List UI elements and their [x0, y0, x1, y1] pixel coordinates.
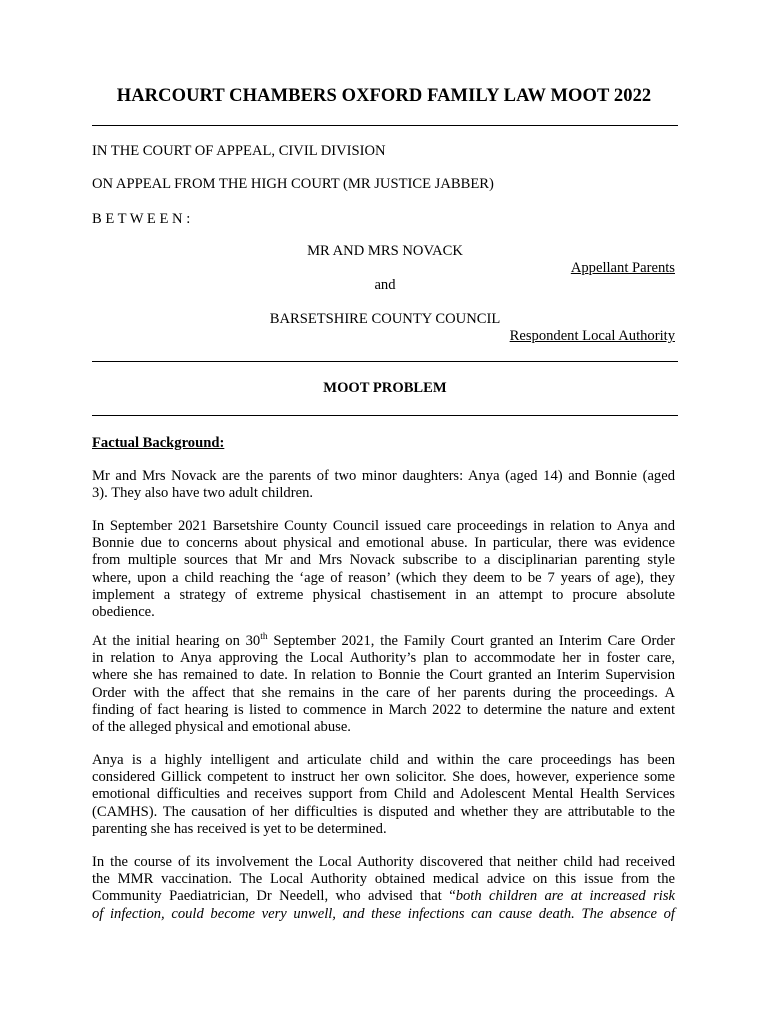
paragraph-2-line: obedience.	[92, 604, 155, 621]
paragraph-5-line: of infection, could become very unwell, and these infections can cause death. The absence of	[92, 905, 675, 922]
paragraph-3-line: finding of fact hearing is listed to commence in March 2022 to determine the nature and extent	[92, 701, 675, 718]
paragraph-3-line: of the alleged physical and emotional abuse.	[92, 719, 351, 736]
respondent-role-text: Respondent Local Authority	[509, 328, 675, 344]
paragraph-1-line: Mr and Mrs Novack are the parents of two minor daughters: Anya (aged 14) and Bonnie (aged	[92, 468, 675, 484]
paragraph-3-line: where she has remained to date. In relation to Bonnie the Court granted an Interim Supervision	[92, 667, 675, 684]
hearing-date-text: At the initial hearing on 30	[92, 633, 261, 649]
paragraph-2	[92, 518, 675, 621]
paragraph-4-line: parenting she has received is yet to be determined.	[92, 820, 387, 837]
paragraph-5-line: the MMR vaccination. The Local Authority obtained medical advice on this issue from the	[92, 871, 675, 888]
paragraph-4	[92, 752, 675, 838]
between-label: B E T W E E N :	[92, 211, 191, 227]
paragraph-4-line: emotional difficulties and receives support from Child and Adolescent Mental Health Services	[92, 786, 675, 803]
paragraph-1	[92, 468, 675, 502]
moot-heading: MOOT PROBLEM	[323, 380, 447, 396]
respondent-name: BARSETSHIRE COUNTY COUNCIL	[269, 311, 501, 327]
quoted-advice: both children are at increased risk	[455, 888, 675, 905]
paragraph-4-line: considered Gillick competent to instruct her own solicitor. She does, however, experience some	[92, 769, 675, 786]
court-name: IN THE COURT OF APPEAL, CIVIL DIVISION	[92, 143, 386, 159]
paragraph-3-line: Order with the affect that she remains in the care of her parents during the proceedings. A	[92, 684, 675, 701]
appeal-source: ON APPEAL FROM THE HIGH COURT (MR JUSTICE JABBER)	[92, 176, 494, 192]
paragraph-3-line	[92, 633, 675, 650]
paragraph-2-line: implement a strategy of extreme physical chastisement in an attempt to procure absolute	[92, 586, 675, 603]
paragraph-1-line: 3). They also have two adult children.	[92, 485, 314, 502]
paediatrician-intro: Community Paediatrician, Dr Needell, who advised that “	[92, 888, 456, 905]
paragraph-4-line: Anya is a highly intelligent and articulate child and within the care proceedings has been	[92, 752, 675, 768]
paragraph-4-line: (CAMHS). The causation of her difficulties is disputed and whether they are attributable to the	[92, 803, 675, 820]
appellant-role-text: Appellant Parents	[570, 260, 675, 276]
paragraph-2-line: where, upon a child reaching the ‘age of reason’ (which they deem to be 7 years of age), they	[92, 569, 675, 586]
paragraph-3	[92, 633, 675, 736]
hearing-date-rest: September 2021, the Family Court granted an Interim Care Order	[267, 633, 675, 649]
paragraph-2-line: Bonnie due to concerns about physical and emotional abuse. In particular, there was evidence	[92, 535, 675, 552]
paragraph-3-line: in relation to Anya approving the Local Authority’s plan to accommodate her in foster care,	[92, 650, 675, 667]
paragraph-2-line: In September 2021 Barsetshire County Council issued care proceedings in relation to Anya and	[92, 518, 675, 534]
respondent-role	[92, 328, 675, 345]
paragraph-2-line: from multiple sources that Mr and Mrs Novack subscribe to a disciplinarian parenting style	[92, 552, 675, 569]
appellant-role	[92, 260, 675, 277]
document-title: HARCOURT CHAMBERS OXFORD FAMILY LAW MOOT 2022	[116, 86, 652, 106]
divider-middle	[92, 361, 678, 362]
ordinal-suffix: th	[260, 632, 268, 642]
paragraph-5-line: In the course of its involvement the Local Authority discovered that neither child had received	[92, 854, 675, 870]
paragraph-5	[92, 854, 675, 923]
and-label: and	[374, 277, 396, 293]
divider-bottom	[92, 415, 678, 416]
section-heading: Factual Background:	[92, 435, 225, 451]
divider-top	[92, 125, 678, 126]
paragraph-5-line	[92, 888, 675, 905]
appellant-name: MR AND MRS NOVACK	[307, 243, 463, 259]
